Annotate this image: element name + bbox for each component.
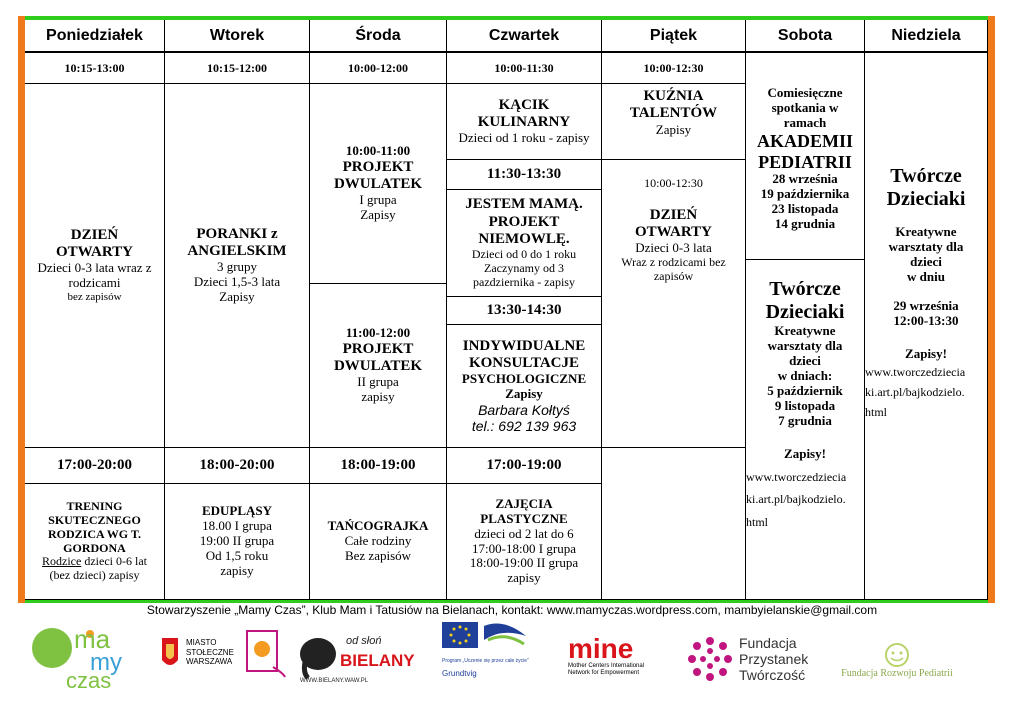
przystanek-tworczosc-logo — [686, 630, 809, 688]
wednesday-g2-note: zapisy — [361, 389, 395, 405]
time-thursday-morning: 10:00-11:30 — [447, 53, 602, 84]
monday-training-ages: dzieci 0-6 lat — [81, 554, 147, 569]
monday-note: bez zapisów — [67, 291, 122, 304]
mine-logo-text: mine — [568, 632, 634, 664]
grundtvig-text: Grundtvig — [442, 669, 477, 678]
warsaw-city-logo — [160, 625, 235, 680]
monday-desc-2: rodzicami — [68, 275, 121, 291]
saturday-academy-date-3: 23 listopada — [771, 201, 839, 217]
sunday-link-line-2[interactable]: ki.art.pl/bajkodzielo. — [865, 384, 965, 399]
saturday-creative-date-3: 7 grudnia — [778, 412, 832, 428]
fpt-line-3: Twórczość — [739, 667, 806, 684]
saturday-creative-line-4: w dniach: — [777, 367, 833, 383]
wednesday-toddler-group-2 — [310, 284, 447, 448]
wednesday-g1-title: PROJEKT — [342, 158, 414, 175]
flower-dots-icon — [686, 635, 734, 683]
friday-talent-signup: Zapisy — [655, 121, 692, 137]
wednesday-g1-note: Zapisy — [360, 207, 396, 223]
frame-right-border — [988, 16, 995, 603]
eu-grundtvig-logo — [440, 620, 530, 684]
wednesday-g2-time: 11:00-12:00 — [345, 324, 411, 340]
bielany-url-text: WWW.BIELANY.WAW.PL — [300, 678, 369, 684]
time-thursday-evening: 17:00-19:00 — [447, 448, 602, 484]
monday-training-parents: Rodzice — [42, 554, 82, 569]
thursday-baby-title-3: NIEMOWLĘ. — [478, 230, 570, 247]
mamy-czas-logo — [30, 618, 150, 693]
saturday-link-line-3[interactable]: html — [746, 515, 769, 530]
saturday-creative-line-2: warsztaty dla — [767, 337, 843, 353]
mamy-logo-czas: czas — [66, 668, 112, 693]
saturday-creative-line-3: dzieci — [789, 352, 821, 368]
saturday-academy-line-2: spotkania w — [771, 99, 839, 115]
thursday-psych-consult — [447, 325, 602, 448]
day-header-saturday: Sobota — [746, 20, 865, 53]
footer-contact: Stowarzyszenie „Mamy Czas”, Klub Mam i Tatusiów na Bielanach, kontakt: www.mamyczas.wordpress.com, mambyielanskie@gmail.com — [146, 603, 878, 617]
sunday-creative-title-2: Dzieciaki — [886, 188, 966, 210]
warsaw-line-2: STOŁECZNE — [186, 647, 234, 657]
monday-training-title-4: GORDONA — [63, 540, 126, 555]
sunday-creative-title: Twórcze — [890, 165, 962, 187]
sunday-creative-line-3: dzieci — [910, 253, 942, 269]
wednesday-dance-note: Bez zapisów — [344, 547, 412, 563]
wednesday-g2-title: PROJEKT — [342, 340, 414, 357]
saturday-creative-kids — [746, 260, 865, 600]
bielany-district-logo — [296, 628, 415, 686]
sunday-link-line[interactable]: www.tworczedziecia — [865, 364, 966, 379]
thursday-time-3: 13:30-14:30 — [447, 297, 602, 325]
sunday-link-line-3[interactable]: html — [865, 405, 888, 420]
tuesday-groups: 3 grupy — [216, 259, 258, 275]
sunday-time: 12:00-13:30 — [893, 312, 959, 328]
thursday-baby-title: JESTEM MAMĄ. — [465, 196, 583, 213]
saturday-creative-line: Kreatywne — [774, 323, 836, 338]
thursday-art-title: ZAJĘCIA — [495, 495, 553, 511]
monday-title: DZIEŃ — [70, 226, 119, 243]
pediatrics-foundation-logo — [822, 636, 972, 684]
wednesday-dance-desc: Całe rodziny — [344, 533, 412, 549]
tuesday-dance-signup: zapisy — [220, 562, 254, 578]
sunday-date: 29 września — [893, 297, 959, 313]
sunday-creative-line-4: w dniu — [907, 268, 945, 284]
day-header-friday: Piątek — [602, 20, 746, 53]
saturday-creative-date: 5 październik — [767, 382, 843, 398]
tuesday-ages: Dzieci 1,5-3 lata — [193, 274, 281, 290]
wednesday-g1-group: I grupa — [359, 192, 397, 208]
friday-open-desc-2: Wraz z rodzicami bez — [621, 255, 726, 270]
thursday-cooking-title-2: KULINARNY — [477, 114, 571, 131]
warsaw-line-3: WARSZAWA — [186, 657, 233, 667]
monday-parent-training — [25, 484, 165, 600]
wednesday-g2-title-2: DWULATEK — [333, 358, 423, 375]
thursday-psych-name: Barbara Kołtyś — [478, 402, 570, 419]
sunday-signup: Zapisy! — [905, 345, 947, 361]
saturday-academy-title-2: PEDIATRII — [758, 151, 852, 172]
thursday-art-signup: zapisy — [507, 570, 541, 586]
friday-open-day — [602, 160, 746, 448]
thursday-psych-phone: tel.: 692 139 963 — [471, 418, 577, 435]
thursday-cooking-desc: Dzieci od 1 roku - zapisy — [458, 130, 590, 146]
saturday-signup: Zapisy! — [784, 445, 826, 461]
wednesday-g1-title-2: DWULATEK — [333, 176, 423, 193]
time-friday-morning: 10:00-12:30 — [602, 53, 746, 84]
tuesday-title: PORANKI z — [196, 225, 278, 242]
smiling-face-icon — [877, 642, 917, 668]
saturday-link-line-2[interactable]: ki.art.pl/bajkodzielo. — [746, 492, 846, 507]
thursday-baby-project — [447, 190, 602, 297]
tuesday-title-2: ANGIELSKIM — [187, 243, 287, 260]
thursday-art-group-1: 17:00-18:00 I grupa — [472, 540, 576, 556]
time-monday-evening: 17:00-20:00 — [25, 448, 165, 484]
friday-talent-forge — [602, 84, 746, 160]
mamy-logo-ma: ma — [74, 624, 111, 654]
eu-program-text: Program „Uczenie się przez całe życie” — [442, 658, 529, 664]
wednesday-g1-time: 10:00-11:00 — [345, 142, 411, 158]
friday-open-desc-3: zapisów — [653, 269, 694, 284]
saturday-pediatrics-academy — [746, 53, 865, 260]
saturday-academy-date-2: 19 października — [760, 186, 850, 202]
tuesday-signup: Zapisy — [219, 289, 255, 305]
tuesday-dance-title: EDUPLĄSY — [201, 503, 273, 519]
monday-desc: Dzieci 0-3 lata wraz z — [37, 260, 152, 276]
wednesday-g2-group: II grupa — [357, 374, 399, 390]
friday-talent-title: KUŹNIA — [643, 88, 704, 104]
friday-open-title-2: OTWARTY — [635, 224, 712, 241]
day-header-wednesday: Środa — [310, 20, 447, 53]
tuesday-dance-group-1: 18.00 I grupa — [202, 518, 272, 534]
monday-title-2: OTWARTY — [56, 244, 133, 261]
thursday-cooking-corner — [447, 84, 602, 160]
sunday-creative-line: Kreatywne — [895, 224, 957, 239]
fpt-line-2: Przystanek — [739, 650, 809, 667]
mamy-logo-my: my — [90, 649, 122, 676]
sunday-creative-kids — [865, 53, 988, 600]
thursday-art-group-2: 18:00-19:00 II grupa — [469, 555, 579, 571]
thursday-psych-title-2: KONSULTACJE — [468, 354, 580, 371]
thursday-cooking-title: KĄCIK — [498, 96, 550, 113]
mine-subtitle-2: Network for Empowerment — [568, 670, 640, 676]
wednesday-toddler-group-1 — [310, 84, 447, 284]
thursday-psych-signup: Zapisy — [505, 386, 543, 402]
wednesday-dance-play — [310, 484, 447, 600]
thursday-baby-desc-2: Zaczynamy od 3 — [484, 260, 564, 275]
monday-training-title-3: RODZICA WG T. — [47, 526, 142, 541]
warsaw-crest-icon — [160, 636, 180, 670]
friday-evening-empty — [602, 448, 746, 600]
saturday-creative-date-2: 9 listopada — [774, 397, 836, 413]
thursday-art-title-2: PLASTYCZNE — [480, 510, 568, 526]
mine-network-logo — [568, 630, 672, 682]
time-wednesday-morning: 10:00-12:00 — [310, 53, 447, 84]
friday-open-title: DZIEŃ — [649, 206, 698, 223]
frame-left-border — [18, 16, 25, 603]
monday-training-title-2: SKUTECZNEGO — [48, 512, 141, 527]
time-tuesday-morning: 10:15-12:00 — [165, 53, 310, 84]
friday-open-desc: Dzieci 0-3 lata — [635, 240, 712, 256]
thursday-baby-desc: Dzieci od 0 do 1 roku — [471, 247, 577, 262]
monday-open-day-cell — [25, 84, 165, 448]
tuesday-dance-group-2: 19:00 II grupa — [199, 533, 275, 549]
saturday-academy-title: AKADEMII — [756, 130, 853, 151]
day-header-tuesday: Wtorek — [165, 20, 310, 53]
saturday-link-line[interactable]: www.tworczedziecia — [746, 469, 847, 484]
bielany-top-text: od słoń — [346, 635, 382, 647]
day-header-monday: Poniedziałek — [25, 20, 165, 53]
monday-training-title: TRENING — [66, 499, 123, 514]
saturday-creative-title: Twórcze — [769, 278, 841, 300]
mine-subtitle: Mother Centers International — [568, 662, 645, 669]
sunday-creative-line-2: warsztaty dla — [888, 238, 964, 254]
partner-badge-logo — [240, 625, 290, 680]
friday-talent-title-2: TALENTÓW — [629, 105, 718, 122]
saturday-academy-line: Comiesięczne — [767, 85, 843, 100]
tuesday-edu-dance — [165, 484, 310, 600]
day-header-thursday: Czwartek — [447, 20, 602, 53]
friday-open-time: 10:00-12:30 — [644, 176, 703, 190]
time-wednesday-evening: 18:00-19:00 — [310, 448, 447, 484]
tuesday-dance-age: Od 1,5 roku — [205, 547, 269, 563]
time-tuesday-evening: 18:00-20:00 — [165, 448, 310, 484]
frp-text: Fundacja Rozwoju Pediatrii — [841, 667, 953, 679]
saturday-academy-line-3: ramach — [783, 114, 827, 130]
saturday-academy-date-4: 14 grudnia — [774, 216, 836, 231]
thursday-psych-title-3: PSYCHOLOGICZNE — [461, 371, 587, 387]
time-monday-morning: 10:15-13:00 — [25, 53, 165, 84]
thursday-art-classes — [447, 484, 602, 600]
thursday-baby-desc-3: pazdziernika - zapisy — [473, 274, 575, 289]
day-header-sunday: Niedziela — [865, 20, 988, 53]
bielany-text: BIELANY — [340, 651, 415, 670]
thursday-time-2: 11:30-13:30 — [447, 160, 602, 190]
thursday-art-ages: dzieci od 2 lat do 6 — [474, 525, 574, 541]
thursday-baby-title-2: PROJEKT — [488, 213, 560, 230]
tuesday-english-cell — [165, 84, 310, 448]
monday-training-note: (bez dzieci) zapisy — [49, 568, 140, 583]
thursday-psych-title: INDYWIDUALNE — [462, 337, 586, 354]
saturday-creative-title-2: Dzieciaki — [765, 301, 845, 323]
saturday-academy-date: 28 września — [772, 171, 838, 187]
fpt-line-1: Fundacja — [739, 634, 797, 651]
warsaw-line-1: MIASTO — [186, 638, 217, 648]
wednesday-dance-title: TAŃCOGRAJKA — [327, 518, 429, 534]
